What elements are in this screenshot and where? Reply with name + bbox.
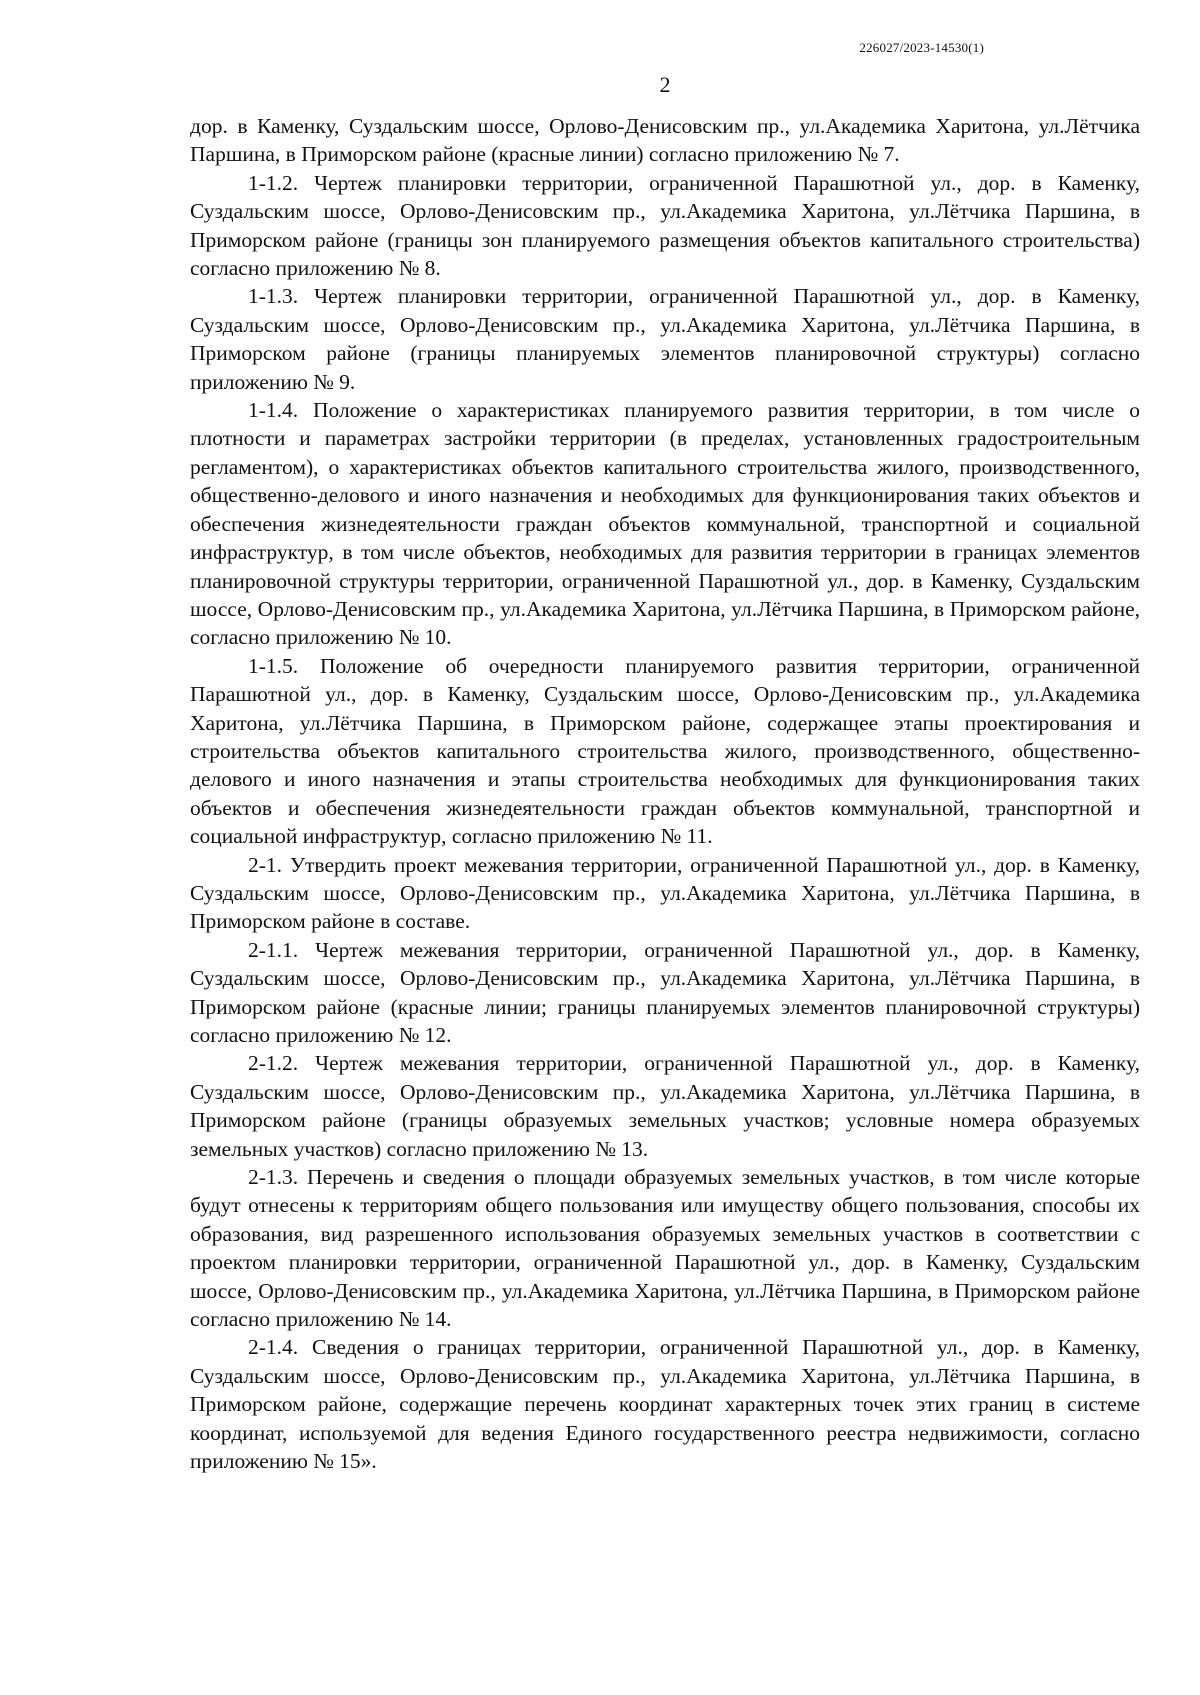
paragraph-1-1-5: 1-1.5. Положение об очередности планируемого развития территории, ограниченной Парашютной ул., дор. в Каменку, Суздальским шоссе, Орлово-Денисовским пр., ул.Академика Харитона, ул.Лётчика Паршина, в Приморском районе, содержащее этапы проектирования и строительства объектов капитального строительства жилого, производственного, общественно-делового и иного назначения и этапы строительства необходимых для функционирования таких объектов и обеспечения жизнедеятельности граждан объектов коммунальной, транспортной и социальной инфраструктур, согласно приложению № 11. bbox=[190, 653, 1140, 849]
document-body bbox=[190, 112, 1140, 1476]
document-id: 226027/2023-14530(1) bbox=[859, 40, 984, 55]
paragraph-2-1-3: 2-1.3. Перечень и сведения о площади образуемых земельных участков, в том числе которые будут отнесены к территориям общего пользования или имуществу общего пользования, способы их образования, вид разрешенного использования образуемых земельных участков в соответствии с проектом планировки территории, ограниченной Парашютной ул., дор. в Каменку, Суздальским шоссе, Орлово-Денисовским пр., ул.Академика Харитона, ул.Лётчика Паршина, в Приморском районе согласно приложению № 14. bbox=[190, 1165, 1140, 1332]
paragraph-2-1-1: 2-1.1. Чертеж межевания территории, ограниченной Парашютной ул., дор. в Каменку, Суздальским шоссе, Орлово-Денисовским пр., ул.Академика Харитона, ул.Лётчика Паршина, в Приморском районе (красные линии; границы планируемых элементов планировочной структуры) согласно приложению № 12. bbox=[190, 937, 1140, 1047]
paragraph-2-1-4: 2-1.4. Сведения о границах территории, ограниченной Парашютной ул., дор. в Каменку, Суздальским шоссе, Орлово-Денисовским пр., ул.Академика Харитона, ул.Лётчика Паршина, в Приморском районе, содержащие перечень координат характерных точек этих границ в системе координат, используемой для ведения Единого государственного реестра недвижимости, согласно приложению № 15». bbox=[190, 1335, 1140, 1474]
paragraph-1-1-3: 1-1.3. Чертеж планировки территории, ограниченной Парашютной ул., дор. в Каменку, Суздальским шоссе, Орлово-Денисовским пр., ул.Академика Харитона, ул.Лётчика Паршина, в Приморском районе (границы планируемых элементов планировочной структуры) согласно приложению № 9. bbox=[190, 284, 1140, 394]
paragraph-2-1-2: 2-1.2. Чертеж межевания территории, ограниченной Парашютной ул., дор. в Каменку, Суздальским шоссе, Орлово-Денисовским пр., ул.Академика Харитона, ул.Лётчика Паршина, в Приморском районе (границы образуемых земельных участков; условные номера образуемых земельных участков) согласно приложению № 13. bbox=[190, 1051, 1140, 1161]
paragraph-1-1-4: 1-1.4. Положение о характеристиках планируемого развития территории, в том числе о плотности и параметрах застройки территории (в пределах, установленных градостроительным регламентом), о характеристиках объектов капитального строительства жилого, производственного, общественно-делового и иного назначения и необходимых для функционирования таких объектов и обеспечения жизнедеятельности граждан объектов коммунальной, транспортной и социальной инфраструктур, в том числе объектов, необходимых для развития территории в границах элементов планировочной структуры территории, ограниченной Парашютной ул., дор. в Каменку, Суздальским шоссе, Орлово-Денисовским пр., ул.Академика Харитона, ул.Лётчика Паршина, в Приморском районе, согласно приложению № 10. bbox=[190, 398, 1140, 650]
paragraph-2-1: 2-1. Утвердить проект межевания территории, ограниченной Парашютной ул., дор. в Каменку, Суздальским шоссе, Орлово-Денисовским пр., ул.Академика Харитона, ул.Лётчика Паршина, в Приморском районе в составе. bbox=[190, 852, 1140, 934]
paragraph-1-1-2: 1-1.2. Чертеж планировки территории, ограниченной Парашютной ул., дор. в Каменку, Суздальским шоссе, Орлово-Денисовским пр., ул.Академика Харитона, ул.Лётчика Паршина, в Приморском районе (границы зон планируемого размещения объектов капитального строительства) согласно приложению № 8. bbox=[190, 170, 1140, 281]
paragraph-continuation: дор. в Каменку, Суздальским шоссе, Орлово-Денисовским пр., ул.Академика Харитона, ул.Лётчика Паршина, в Приморском районе (красные линии) согласно приложению № 7. bbox=[190, 114, 1140, 167]
page-number: 2 bbox=[659, 72, 671, 97]
